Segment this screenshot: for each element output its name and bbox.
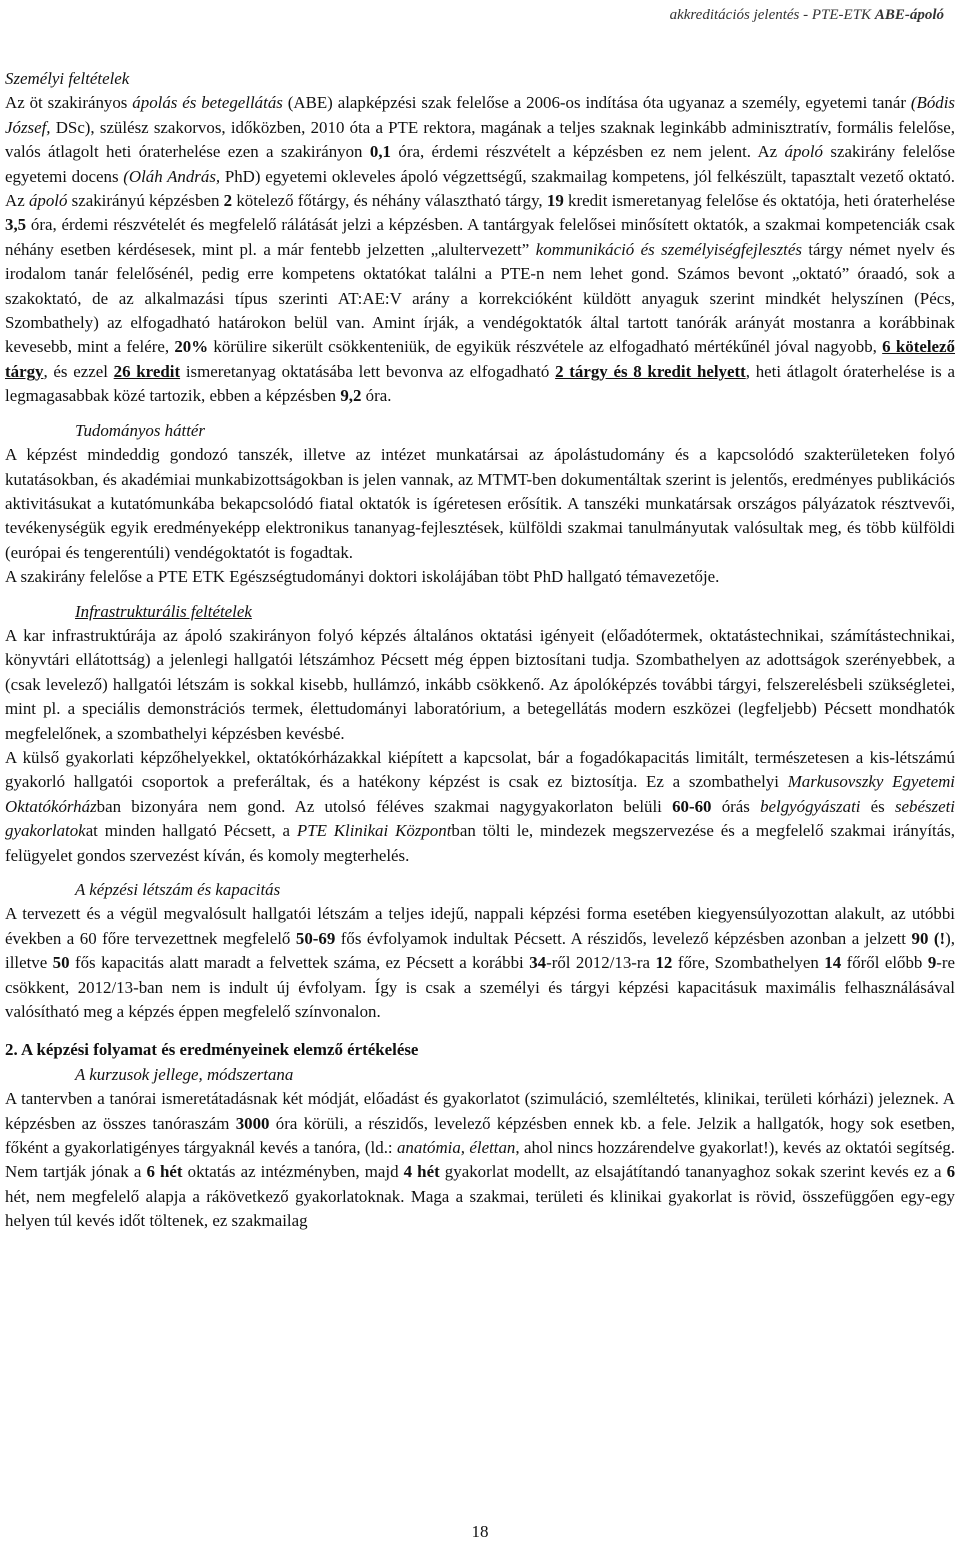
paragraph-infra-1: A kar infrastruktúrája az ápoló szakirányon folyó képzés általános oktatási igényeit (előadótermek, oktatástechnikai, számítástechnikai, könyvtári ellátottság) a jelenlegi hallgatói létszámhoz Pécsett még éppen biztosítani tudja. Szombathelyen az adottságok szerényebbek, a (csak levelező) hallgatói létszám is sokkal kisebb, hullámzó, inkább csökkenő. Az ápolóképzés további tárgyi, felszerelésbeli szükségletei, mint pl. a speciális demonstrációs termek, élettudományi laboratórium, a betegellátás modern eszközei (legfeljebb) Pécsett mondhatók megfelelőnek, a szombathelyi képzésben kevésbé. xyxy=(5,625,955,743)
heading-tudomanyos: Tudományos háttér xyxy=(75,420,205,440)
document-body xyxy=(5,67,955,1234)
paragraph-kurzusok: A tantervben a tanórai ismeretátadásnak két módját, előadást és gyakorlatot (szimuláció, szemléltetés, klinikai, területi kórházi) jeleznek. A képzésben az összes tanóraszám 3000 óra körüli, a részidős, levelező képzésben ennek kb. a fele. Jelzik a hallgatók, hogy sok esetben, főként a gyakorlatigényes tárgyaknál kevés a tanóra, (ld.: anatómia, élettan, ahol nincs hozzárendelve gyakorlat!), kevés az oktatói segítség. Nem tartják jónak a 6 hét oktatás az intézményben, majd 4 hét gyakorlat modellt, az elsajátítandó tananyaghoz sokak szerint kevés ez a 6 hét, nem megfelelő alapja a rákövetkező gyakorlatoknak. Maga a szakmai, területi és klinikai gyakorlat is rövid, összefüggően egy-egy helyen túl kevés időt töltenek, ez szakmailag xyxy=(5,1089,956,1231)
heading-infrastrukturalis: Infrastrukturális feltételek xyxy=(75,601,252,621)
section-2-title: 2. A képzési folyamat és eredményeinek elemző értékelése xyxy=(5,1040,419,1060)
header-title: ABE-ápoló xyxy=(874,7,944,23)
header-prefix: akkreditációs jelentés - PTE-ETK xyxy=(669,7,875,23)
running-header xyxy=(670,7,944,24)
paragraph-tudomanyos-2: A szakirány felelőse a PTE ETK Egészségtudományi doktori iskolájában töbt PhD hallgató témavezetője. xyxy=(5,567,720,587)
heading-letszam: A képzési létszám és kapacitás xyxy=(75,880,281,899)
heading-szemelyi: Személyi feltételek xyxy=(5,69,130,88)
paragraph-infra-2: A külső gyakorlati képzőhelyekkel, oktatókórházakkal kiépített a kapcsolat, bár a fogadókapacitás limitált, természetesen a kis-létszámú gyakorló hallgatói csoportok a preferáltak, és a hatékony képzést is csak ez biztosítja. Ez a szombathelyi Markusovszky Egyetemi Oktatókórházban bizonyára nem gond. Az utolsó féléves szakmai nagygyakorlaton belüli 60-60 órás belgyógyászati és sebészeti gyakorlatokat minden hallgató Pécsett, a PTE Klinikai Központban tölti le, mindezek megszervezése és a megfelelő szakmai irányítás, felügyelet gondos szervezést kíván, és komoly megterhelés. xyxy=(5,747,956,865)
page-number: 18 xyxy=(471,1522,489,1541)
heading-kurzusok: A kurzusok jellege, módszertana xyxy=(75,1064,294,1084)
paragraph-tudomanyos-1: A képzést mindeddig gondozó tanszék, illetve az intézet munkatársai az ápolástudomány és a kapcsolódó szakterületeken folyó kutatásokban, és akadémiai munkabizottságokban is jelen vannak, az MTMT-ben dokumentáltak szerint is jelentős, eredményes publikációs aktivitásukat a kutatómunkába bekapcsolódó fiatal oktatók is ígéretesen erősítik. A tanszéki munkatársak országos pályázatok résztvevői, tevékenységük egyik eredményeképp elektronikus tananyag-fejlesztések, külföldi szakmai tanulmányutak valósultak meg, és több külföldi (európai és tengerentúli) vendégoktatót is fogadtak. xyxy=(5,445,955,562)
paragraph-letszam: A tervezett és a végül megvalósult hallgatói létszám a teljes idejű, nappali képzési forma esetében kiegyensúlyozottan alakult, az utóbbi években a 60 főre tervezettnek megfelelő 50-69 fős évfolyamok indultak Pécsett. A részidős, levelező képzésben azonban a jelzett 90 (!), illetve 50 fős kapacitás alatt maradt a felvettek száma, ez Pécsett a korábbi 34-ről 2012/13-ra 12 főre, Szombathelyen 14 főről előbb 9-re csökkent, 2012/13-ban nem is indult új évfolyam. Így is csak a személyi és tárgyi képzési kapacitásuk maximális felhasználásával valósítható meg a képzés éppen megfelelő színvonalon. xyxy=(5,904,956,1022)
paragraph-szemelyi: Az öt szakirányos ápolás és betegellátás (ABE) alapképzési szak felelőse a 2006-os indítása óta ugyanaz a személy, egyetemi tanár (Bódis József, DSc), szülész szakorvos, időközben, 2010 óta a PTE rektora, magának a teljes szaknak leginkább adminisztratív, formális felelőse, valós átlagolt heti óraterhelése ezen a szakirányon 0,1 óra, érdemi részvételt a képzésben ez nem jelent. Az ápoló szakirány felelőse egyetemi docens (Oláh András, PhD) egyetemi okleveles ápoló végzettségű, szakmailag kompetens, jól felkészült, tapasztalt vezető oktató. Az ápoló szakirányú képzésben 2 kötelező főtárgy, és néhány választható tárgy, 19 kredit ismeretanyag felelőse és oktatója, heti óraterhelése 3,5 óra, érdemi részvételét és megfelelő rálátását jelzi a képzésben. A tantárgyak felelősei minősített oktatók, a szakmai kompetenciák csak néhány esetben kérdésesek, mint pl. a már fentebb jelzetten „alultervezett” kommunikáció és személyiségfejlesztés tárgy német nyelv és irodalom tanár felelősénél, pedig erre kompetens oktatókat találni a PTE-n nem lehet gond. Számos bevont „oktató” óraadó, sok a szakoktató, de az alkalmazási típus szerinti AT:AE:V arány a korrekcióként küldött anyaguk szerint mindkét helyszínen (Pécs, Szombathely) az elfogadható határokon belül van. Amint írják, a vendégoktatók által tartott tanórák arányát mostanra a korábbinak kevesebb, mint a felére, 20% körülire sikerült csökkenteniük, de egyikük részvétele az elfogadható mértékűnél jóval nagyobb, 6 kötelező tárgy, és ezzel 26 kredit ismeretanyag oktatásába lett bevonva az elfogadható 2 tárgy és 8 kredit helyett, heti átlagolt óraterhelése is a legmagasabbak közé tartozik, ebben a képzésben 9,2 óra. xyxy=(5,93,955,406)
